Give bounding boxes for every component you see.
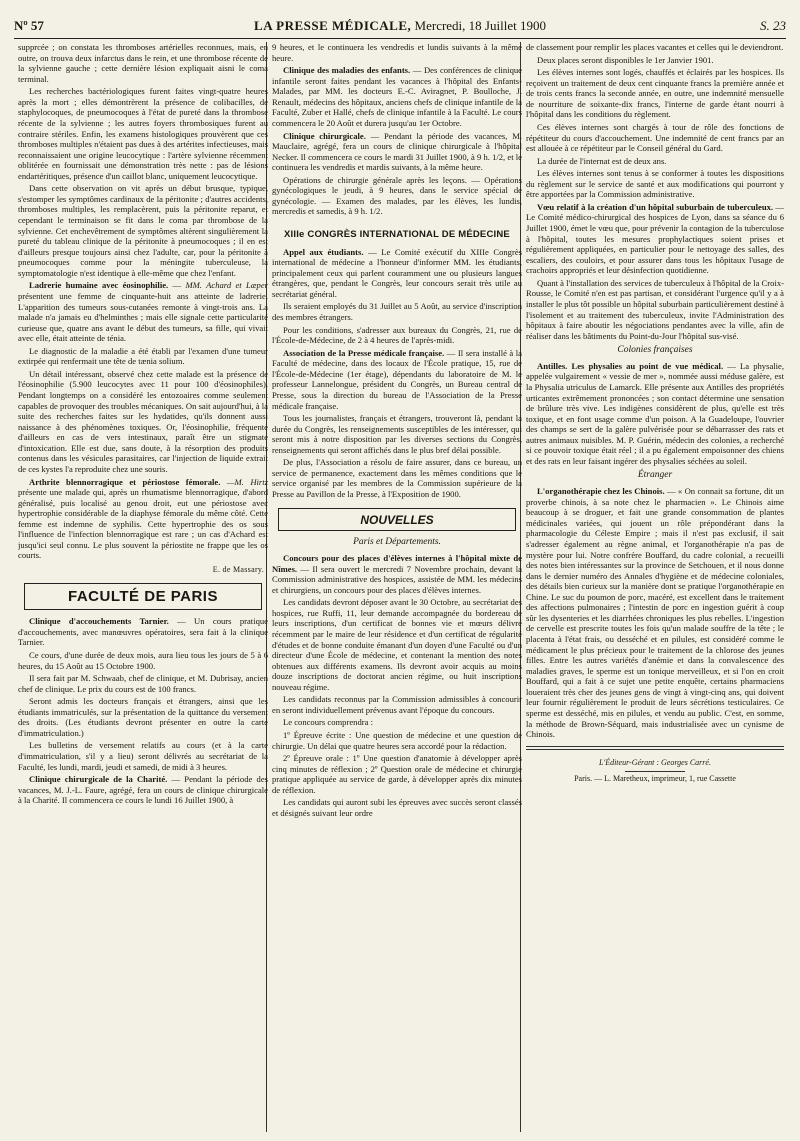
- paragraph: présente une malade qui, après un rhumatisme blennorragique, d'abord généralisé, puis localisé au genou droit, eut une périostose avec hypertrophie considérable de la diaphyse fémorale du même côté. Cette femme est indemne de syphilis. Cette hypertrophie des os sous l'influence de l'infection blennorragique est rare ; un cas d'Achard est jusqu'ici seul connu. Le plus souvent la périostite ne frappe que les os courts.: [18, 487, 268, 561]
- paragraph: Les candidats reconnus par la Commission admissibles à concourir en seront individuellement prévenus avant l'époque du concours.: [272, 694, 522, 715]
- journal-title: LA PRESSE MÉDICALE,: [254, 18, 412, 33]
- article-title: Clinique chirurgicale.: [283, 130, 366, 141]
- page-header: [14, 16, 786, 38]
- article-title: Vœu relatif à la création d'un hôpital suburbain de tuberculeux.: [537, 201, 774, 212]
- article-title: Appel aux étudiants.: [283, 246, 364, 257]
- paragraph: — Pendant la période des vacances, M. J.-L. Faure, agrégé, fera un cours de clinique chirurgicale à la Charité. Il commencera ce cours le lundi 16 Juillet 1900, à: [18, 774, 268, 806]
- article-title: Arthrite blennorragique et périostose fémorale.: [29, 476, 221, 487]
- paragraph: présentent une femme de cinquante-huit ans atteinte de ladrerie. L'apparition des tumeurs sous-cutanées remonte à vingt-trois ans. La malade n'a jamais eu d'helminthes ; mais elle signale cette particularité curieuse que, quatre ans avant le début des tumeurs, sa fille, qui vivait avec elle, était atteinte de ténia.: [18, 290, 268, 344]
- paragraph: Les élèves internes sont tenus à se conformer à toutes les dispositions du règlement sur le service de santé et aux modifications qui pourront y être apportées par la Commission administrative.: [526, 168, 784, 200]
- paragraph: Ces élèves internes sont chargés à tour de rôle des fonctions de répétiteur du cours d'accouchement. Une indemnité de cent francs par an est allouée à ce répétiteur par le Conseil général du Gard.: [526, 121, 784, 154]
- issue-number: Nº 57: [14, 18, 44, 33]
- paragraph: 1º Épreuve écrite : Une question de médecine et une question de chirurgie. Un délai que quatre heures sera accordé pour la rédaction.: [272, 730, 522, 751]
- column-1: [18, 42, 268, 1132]
- subsection-heading: Colonies françaises: [617, 345, 693, 356]
- article-title: Clinique des maladies des enfants.: [283, 65, 411, 76]
- article-tarnier: [18, 616, 268, 648]
- column-3: [526, 42, 784, 1132]
- paragraph: Un détail intéressant, observé chez cette malade est la présence de l'éosinophilie (5.900 leucocytes avec 11 pour 100 d'éosinophiles). Pendant longtemps on a considéré les entozoaires comme seulement capables de provoquer des troubles mécaniques. On sait aujourd'hui, à la suite des recherches faites sur les hydatides, qu'ils donnent aussi naissance à des phénomènes toxiques. Or, l'éosinophilie, fréquente d'ailleurs en cas de vers intestinaux, paraît être un stigmate d'intoxication. Elle est due, sans doute, à la résorption des produits contenus dans les vésicules parasitaires, car l'injection de liquide extrait de ces kystes l'a reproduite chez une souris.: [18, 368, 268, 474]
- article-enfants: [272, 65, 522, 128]
- editor-credit: L'Éditeur-Gérant : Georges Carré.: [599, 757, 711, 767]
- paragraph: — Il sera installé à la Faculté de médecine, dans des locaux de l'École pratique, 15, rue de l'École-de-Médecine (1er étage), dépendants du laboratoire de M. le professeur Lannelongue, président du Congrès, un Bureau central de Presse, sous la direction du bureau de l'Association de la Presse médicale française.: [272, 347, 522, 411]
- paragraph: Les bulletins de versement relatifs au cours (et à la carte d'immatriculation, s'il y a lieu) seront délivrés au secrétariat de la Faculté, les lundi, mardi, jeudi et samedi, de midi à 3 heures.: [18, 740, 268, 772]
- article-organotherapie: [526, 486, 784, 740]
- paragraph: Les recherches bactériologiques furent faites vingt-quatre heures après la mort ; elles démontrèrent la présence de colibacilles, de staphylocoques, de pneumocoques à l'état de pureté dans la thrombose récente de la sylvienne ; les autres foyers thrombosiques furent au contraire stériles. Enfin, les examens histologiques prouvèrent que ces thromboses multiples n'étaient pas dues à des artérites infectieuses, mais reconnaissaient une origine leucocytique : l'artère sylvienne récemment oblitérée en fournissait une démonstration très nette : pas de lésions endartéritiques, présence d'un caillot blanc, uniquement leucocytique.: [18, 86, 268, 181]
- article-title: Clinique d'accouchements Tarnier.: [29, 616, 169, 627]
- article-title: Antilles. Les physalies au point de vue médical.: [537, 360, 724, 371]
- divider: [625, 771, 685, 772]
- article-association: [272, 348, 522, 411]
- paragraph: Dans cette observation on vit après un début brusque, typique, s'estomper les symptômes cardinaux de la péritonite ; d'autres accidents, thromboses multiples, les remplacèrent, puis la péritonite reparut, et cependant le terminaison se fit dans le coma par thrombose de la sylvienne. Cet enchevêtrement de symptômes altèrent singulièrement la pureté du tableau clinique de la péritonite à pneumocoques ; il en est d'ailleurs presque toujours ainsi chez l'adulte, car, pour la péritonite à pneumocoques comme pour la méningite tuberculeuse, la symptomatologie n'est identique à elle-même que chez l'enfant.: [18, 183, 268, 278]
- paragraph: Pour les conditions, s'adresser aux bureaux du Congrès, 21, rue de l'École-de-Médecine, de 2 à 4 heures de l'après-midi.: [272, 324, 522, 346]
- subsection-heading: Étranger: [637, 470, 673, 481]
- section-heading-congres: XIIIe CONGRÈS INTERNATIONAL DE MÉDECINE: [284, 229, 510, 240]
- article-title: Clinique chirurgicale de la Charité.: [29, 774, 168, 785]
- paragraph: — Des conférences de clinique infantile seront faites pendant les vacances à l'hôpital des Enfants-Malades, par MM. les docteurs E.-C. Aviragnet, P. Boulloche, J. Renault, médecins des hôpitaux, anciens chefs de clinique infantile de la Faculté, Zuber et Hallé, chefs de clinique infantile à la Faculté. Le cours commencera le 20 Août et durera jusqu'au 1er Octobre.: [272, 65, 522, 128]
- paragraph: Les candidats qui auront subi les épreuves avec succès seront classés et désignés suivant leur ordre: [272, 797, 522, 818]
- paragraph: Le concours comprendra :: [283, 717, 373, 728]
- article-concours: [272, 553, 522, 595]
- paragraph: Les élèves internes sont logés, chauffés et éclairés par les hospices. Ils reçoivent un traitement de deux cent cinquante francs la première année et de trois cents francs la seconde année, en outre, une indemnité mensuelle de nourriture de soixante-dix francs, l'interne de garde étant nourri à l'hôpital dans les conditions du règlement.: [526, 67, 784, 120]
- section-heading-faculte: FACULTÉ DE PARIS: [24, 583, 262, 610]
- paragraph: de classement pour remplir les places vacantes et celles qui le deviendront.: [526, 42, 784, 52]
- article-title: L'organothérapie chez les Chinois.: [537, 486, 665, 497]
- paragraph: Quant à l'installation des services de tuberculeux à l'hôpital de la Croix-Rousse, le Comité n'en est pas partisan, et considérant l'urgence qu'il y a à installer le plus tôt possible un hôpital suburbain particulièrement destiné à l'isolement et au traitement des tuberculeux, invite l'Administration des hôpitaux à faire aboutir les négociations pendantes avec la ville, afin de réaliser dans les bâtiments du Point-du-Jour l'hôpital sus-visé.: [526, 277, 784, 341]
- article-authors: —M. Hirtz: [226, 476, 268, 487]
- article-antilles: [526, 361, 784, 467]
- paragraph: — Le Comité médico-chirurgical des hospices de Lyon, dans sa séance du 6 Juillet 1900, émet le vœu que, pour prévenir la contagion de la tuberculose à l'hôpital, toutes les mesures prophylactiques soient prises et régulièrement appliquées, en particulier pour le nettoyage des salles, des escaliers, des couloirs, et pour assurer dans tous les hôpitaux l'usage de crachoirs appropriés et leur désinfection quotidienne.: [526, 201, 784, 276]
- article-appel: [272, 247, 522, 300]
- paragraph: La durée de l'internat est de deux ans.: [537, 155, 667, 166]
- paragraph: Deux places seront disponibles le 1er Janvier 1901.: [537, 54, 714, 65]
- paragraph: Il sera fait par M. Schwaab, chef de clinique, et M. Dubrisay, ancien chef de clinique. Le prix du cours est de 100 francs.: [18, 673, 268, 694]
- end-rule: [526, 746, 784, 750]
- column-2: [272, 42, 522, 1132]
- article-title: Ladrerie humaine avec éosinophilie.: [29, 280, 169, 291]
- paragraph: — Un cours pratique d'accouchements, avec manœuvres opératoires, sera fait à la clinique Tarnier.: [18, 616, 268, 648]
- article-chirurgicale: [272, 131, 522, 173]
- section-heading-nouvelles: NOUVELLES: [278, 508, 516, 532]
- paragraph: — « On connait sa fortune, dit un proverbe chinois, à sa note chez le pharmacien ». Le Chinois aime beaucoup à se droguer, et fait une grande consommation de plantes médicinales variées, qui jouent un rôle prépondérant dans la pharmacologie du Céleste Empire ; mais il n'est pas exclusif, il sait s'adresser également au règne animal, et l'organothérapie n'a pas de mystère pour lui. Notre confrère Bouffard, du cadre colonial, a recueilli des notes bien intéressantes sur la province de Setchouen, et il nous donne dans le dernier numéro des Annales d'hygiène et de médecine coloniales, des détails bien curieux sur la manière dont se pratique l'organothérapie en Chine. Le suc du poumon de porc, macéré, est excellent dans le traitement des affections pulmonaires ; l'intestin de porc en ingestion guérit à coup sûr les dysenteries et les diarrhées chroniques les plus rebelles. L'ingestion de cervelle est prescrite toutes les fois qu'un malade souffre de la tête ; le placenta à l'état frais, ou desséché et en pilules, est considéré comme le médicament le plus précieux pour le traitement de la chlorose des jeunes filles. Entre les autres variétés d'anémie et dans la convalescence des maladies graves, le sperme est un tonique merveilleux, et si l'on en croit Bouffard, qui a fait à ce sujet une petite enquête, certains pharmaciens loueraient très cher des jeunes gens de vingt à vingt-cinq ans, qui doivent leur fournir régulièrement le produit de leurs sécrétions testiculaires. Ce sperme est desséché, mis en pilules, et vendu au public. C'est, en somme, la méthode de Brown-Séquard, mais industrialisée avec un cynisme de Chinois.: [526, 486, 784, 740]
- paragraph: Ils seraient employés du 31 Juillet au 5 Août, au service d'inscription des membres étrangers.: [272, 301, 522, 323]
- paragraph: 9 heures, et le continuera les vendredis et lundis suivants à la même heure.: [272, 42, 522, 63]
- subsection-heading: Paris et Départements.: [353, 537, 441, 548]
- masthead: [14, 18, 786, 34]
- paragraph: 2º Épreuve orale : 1º Une question d'anatomie à développer après cinq minutes de réflexion ; 2º Question orale de médecine et chirurgie pratique appliquée au service de garde, à développer après dix minutes de réflexion.: [272, 753, 522, 795]
- paragraph: — Le Comité exécutif du XIIIe Congrès international de médecine a l'honneur d'informer MM. les étudiants, principalement ceux qui parlent couramment une ou plusieurs langues étrangères, que, pendant le Congrès, leur concours serait très utile au secrétariat général.: [272, 246, 522, 299]
- header-rule: [14, 38, 786, 39]
- paragraph: Opérations de chirurgie générale après les leçons. — Opérations gynécologiques le jeudi, à 9 heures, dans le service spécial de gynécologie. — Examen des malades, par les élèves, les lundis, mercredis et samedis, à 9 h. 1/2.: [272, 174, 522, 217]
- article-ladrerie: Ladrerie humaine avec éosinophilie. — MM. Achard et Læper présentent une femme de cinquante-huit ans atteinte de ladrerie. L'apparition des tumeurs sous-cutanées remonte à vingt-trois ans. La malade n'a jamais eu d'helminthes ; mais elle signale cette particularité curieuse que, quatre ans avant le début des tumeurs, sa fille, qui vivait avec elle, était atteinte de ténia.: [18, 280, 268, 344]
- paragraph: — Pendant la période des vacances, M. Mauclaire, agrégé, fera un cours de clinique chirurgicale à l'hôpital Necker. Il commencera ce cours le mardi 31 Juillet 1900, à 9 h. 1/2, et le continuera les vendredis et mardis suivants, à la même heure.: [272, 130, 522, 173]
- page-number: S. 23: [760, 18, 786, 33]
- paragraph: supprcée ; on constata les thromboses artérielles reconnues, mais, en outre, on trouva deux infarctus dans le rein, et une thrombose récente de la sylvienne gauche ; cette dernière lésion expliquait aisni le coma terminal.: [18, 42, 268, 84]
- article-charite: [18, 774, 268, 806]
- paragraph: — Il sera ouvert le mercredi 7 Novembre prochain, devant la Commission administrative des hospices, assistée de MM. les médecins et chirurgiens, un concours pour des places d'élèves internes.: [272, 563, 522, 595]
- article-title: Concours pour des places d'élèves internes à l'hôpital mixte de Nîmes.: [272, 553, 522, 574]
- author-signature: E. de Massary.: [212, 565, 264, 574]
- paragraph: Ce cours, d'une durée de deux mois, aura lieu tous les jours de 5 à 6 heures, du 15 Août au 15 Octobre 1900.: [18, 649, 268, 671]
- printer-credit: Paris. — L. Maretheux, imprimeur, 1, rue Cassette: [574, 774, 736, 784]
- article-authors: MM. Achard et Læper: [185, 280, 268, 291]
- article-title: Association de la Presse médicale française.: [283, 347, 445, 358]
- article-arthrite: [18, 477, 268, 562]
- issue-date: Mercredi, 18 Juillet 1900: [414, 18, 546, 33]
- article-voeu: [526, 202, 784, 276]
- paragraph: Tous les journalistes, français et étrangers, trouveront là, pendant la durée du Congrès, les renseignements susceptibles de les intéresser, qui seront mis à notre disposition par les diverses sections du Congrès, renseignements qui seront affichés dans le plus bref délai possible.: [272, 413, 522, 455]
- paragraph: — La physalie, appelée vulgairement « vessie de mer », nommée aussi méduse galère, est la Physalia utriculus de Lamarck. Elle présente aux Antilles des propriétés urticantes extrêmement prononcées ; son contact détermine une sensation de brûlure très vive. Les indigènes considèrent de plus, qu'elle est très toxique, et en font usage comme d'un poison. A la Guadeloupe, l'ouvrier des champs se sert de la galère pulvérisée pour se débarrasser des rats et autres animaux nuisibles. M. P. Guérin, médecin des colonies, a recherché si ce pouvoir toxique était réel ; il a pu également empoisonner des chiens et des rats en leur faisant ingérer des physalies séchées au soleil.: [526, 360, 784, 466]
- paragraph: De plus, l'Association a résolu de faire assurer, dans ce bureau, un service de permanence, exactement dans les mêmes conditions que le service organisé par les membres de la Commission supérieure de la Presse au Pavillon de la Presse, à l'Exposition de 1900.: [272, 457, 522, 500]
- paragraph: Les candidats devront déposer avant le 30 Octobre, au secrétariat des hospices, rue Ruffi, 11, leur demande accompagnée du bordereau de leurs inscriptions, d'un certificat de bonnes vie et mœurs délivré récemment par le maire de leur résidence et d'un certificat de régularité d'études et de bonne conduite émanant d'un doyen d'une Faculté ou d'un directeur d'une École de médecine, et contenant la mention des notes obtenues aux différents examens. Ils devront avoir acquis au moins douze inscriptions de doctorat ancien régime, ou huit inscriptions nouveau régime.: [272, 597, 522, 692]
- paragraph: Seront admis les docteurs français et étrangers, ainsi que les étudiants immatriculés, sur la présentation de la quittance du versement des droits. (Les étudiants devront présenter en outre la carte d'immatriculation.): [18, 696, 268, 738]
- paragraph: Le diagnostic de la maladie a été établi par l'examen d'une tumeur extirpée qui renfermait une tête de tænia solium.: [18, 345, 268, 367]
